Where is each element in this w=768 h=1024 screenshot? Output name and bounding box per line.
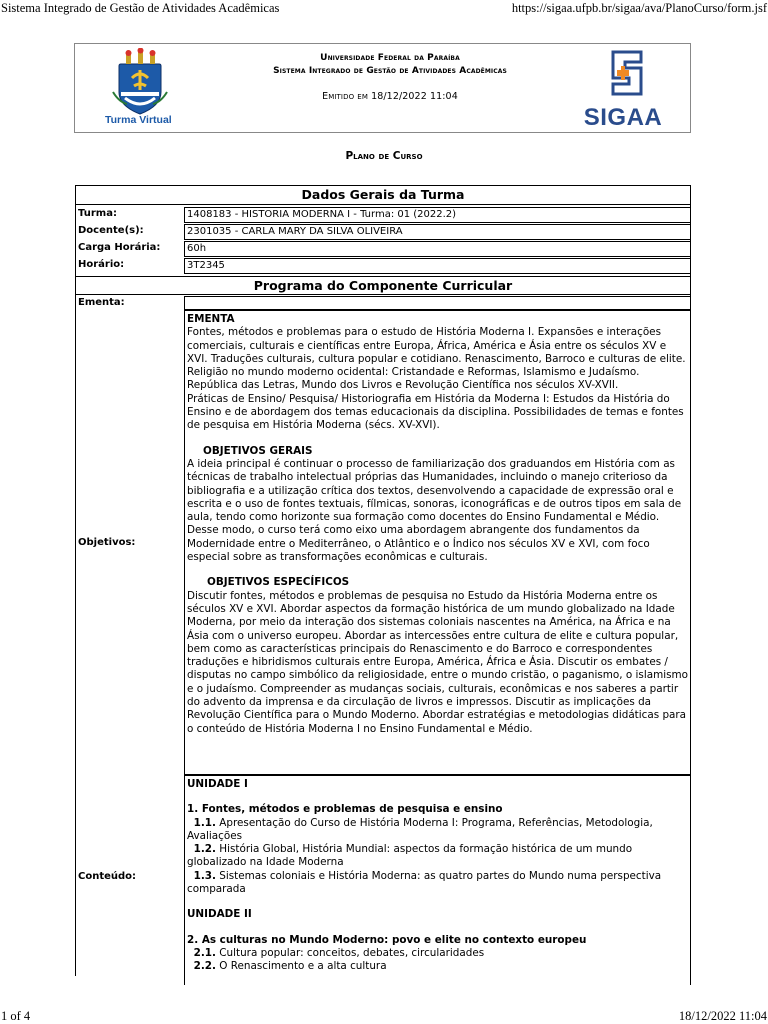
print-header-title: Sistema Integrado de Gestão de Atividades Acadêmicas (1, 1, 280, 15)
topic-2-1-text: Cultura popular: conceitos, debates, circularidades (219, 946, 485, 959)
carga-horaria-value: 60h (184, 241, 691, 257)
ementa-value (184, 296, 691, 310)
print-timestamp: 18/12/2022 11:04 (678, 1009, 767, 1023)
topic-1-3-text: Sistemas coloniais e História Moderna: as quatro partes do Mundo numa perspectiva comparada (187, 869, 662, 896)
carga-horaria-label: Carga Horária: (78, 242, 161, 253)
topic-2-number: 2. (187, 933, 199, 946)
docente-value: 2301035 - CARLA MARY DA SILVA OLIVEIRA (184, 224, 691, 240)
objetivos-text (184, 310, 691, 775)
objetivos-especificos-heading: OBJETIVOS ESPECÍFICOS (207, 576, 350, 589)
topic-1-number: 1. (187, 803, 199, 816)
system-name: Sistema Integrado de Gestão de Atividades Acadêmicas (273, 66, 507, 76)
print-header (0, 0, 768, 16)
programa-title: Programa do Componente Curricular (253, 278, 513, 293)
docente-label: Docente(s): (78, 225, 144, 236)
objetivos-especificos-text: Discutir fontes, métodos e problemas de pesquisa no Estudo da História Moderna entre os séculos XV e XVI. Abordar aspectos da formação histórica de um mundo globalizado na Idade Moderna, por meio da interação dos sistemas coloniais nascentes na América, na África e na Ásia com o universo europeu. Abordar as intercessões entre cultura de elite e cultura popular, bem como as características principais do Renascimento e do Barroco e correspondentes traduções e hibridismos culturais entre Europa, América, África e Ásia. Discutir os embates / disputas no campo simbólico da religiosidade, entre o mundo cristão, o paganismo, o islamismo e o judaísmo. Compreender as mudanças sociais, culturais, econômicas e nos saberes a partir do advento da imprensa e da circulação de livros e impressos. Discutir as implicações da Revolução Científica para o Mundo Moderno. Abordar estratégias e metodologias didáticas para o conteúdo de História Moderna I no Ensino Fundamental e Médio. (187, 589, 688, 735)
programa-header-box (75, 276, 691, 295)
topic-2-heading (187, 934, 688, 947)
unidade-1-heading: UNIDADE I (187, 778, 248, 790)
ementa-heading: EMENTA (187, 313, 235, 325)
ementa-paragraph-1: Fontes, métodos e problemas para o estudo de História Moderna I. Expansões e interações comerciais, culturais e científicas entre Europa, África, América e Ásia entre os séculos XV e XVI. Traduções culturais, cultura popular e cotidiano. Renascimento, Barroco e culturas de elite. Religião no mundo moderno ocidental: Cristandade e Reformas, Islamismo e Judaísmo. República das Letras, Mundo dos Livros e Revolução Científica nos séculos XV-XVII. (187, 326, 686, 392)
topic-2-1-number: 2.1. (193, 946, 216, 959)
topic-1-3 (187, 870, 688, 897)
topic-1-1-text: Apresentação do Curso de História Moderna I: Programa, Referências, Metodologia, Avaliações (187, 816, 653, 842)
topic-2-2-text: O Renascimento e a alta cultura (219, 960, 387, 973)
topic-1-2-number: 1.2. (193, 843, 216, 856)
issued-date: Emitido em 18/12/2022 11:04 (322, 91, 458, 102)
table-left-border (75, 186, 76, 976)
topic-1-1 (187, 817, 688, 844)
dados-gerais-title: Dados Gerais da Turma (301, 187, 465, 202)
institution-block (220, 52, 560, 103)
ementa-label: Ementa: (78, 297, 125, 308)
topic-1-1-number: 1.1. (193, 816, 216, 829)
turma-virtual-label: Turma Virtual (105, 114, 172, 126)
sigaa-wordmark: SIGAA (583, 104, 663, 131)
topic-2-2 (187, 960, 688, 973)
ufpb-crest-icon (105, 48, 175, 116)
page-number: 1 of 4 (1, 1009, 31, 1023)
topic-1-heading (187, 803, 688, 816)
turma-value: 1408183 - HISTORIA MODERNA I - Turma: 01 (2022.2) (184, 207, 691, 223)
objetivos-gerais-heading: OBJETIVOS GERAIS (203, 444, 313, 457)
horario-label: Horário: (78, 259, 125, 270)
horario-value: 3T2345 (184, 258, 691, 274)
objetivos-label: Objetivos: (78, 537, 136, 548)
unidade-2-heading: UNIDADE II (187, 908, 252, 921)
print-header-url[interactable]: https://sigaa.ufpb.br/sigaa/ava/PlanoCurso/form.jsf (511, 1, 767, 15)
topic-2-title: As culturas no Mundo Moderno: povo e elite no contexto europeu (201, 933, 587, 946)
conteudo-label: Conteúdo: (78, 871, 137, 882)
print-footer (0, 1008, 768, 1024)
topic-1-3-number: 1.3. (193, 869, 216, 882)
conteudo-text (184, 775, 691, 985)
topic-1-title: Fontes, métodos e problemas de pesquisa e ensino (201, 803, 503, 816)
turma-label: Turma: (78, 208, 117, 219)
topic-1-2-text: História Global, História Mundial: aspectos da formação histórica de um mundo globalizado na Idade Moderna (187, 843, 633, 869)
topic-1-2 (187, 843, 688, 870)
ementa-paragraph-2: Práticas de Ensino/ Pesquisa/ Historiografia em História da Moderna I: Estudos da História do Ensino e de abordagem dos temas educacionais da disciplina. Possibilidades de temas e fontes de pesquisa em História Moderna (sécs. XV-XVI). (187, 392, 684, 432)
topic-2-1 (187, 947, 688, 960)
university-name: Universidade Federal da Paraíba (320, 53, 460, 63)
objetivos-gerais-text: A ideia principal é continuar o processo de familiarização dos graduandos em História com as técnicas de trabalho intelectual próprias das Humanidades, incluindo o manejo criterioso da bibliografia e a utilização crítica dos textos, desenvolvendo a capacidade de expressão oral e escrita e o uso de fontes textuais, fílmicas, sonoras, iconográficas e de outros tipos em sala de aula, tendo como horizonte sua formação como docentes do Ensino Fundamental e Médio. Desse modo, o curso terá como eixo uma abordagem abrangente dos fundamentos da Modernidade entre o Mediterrâneo, o Atlântico e o Índico nos séculos XV e XVI, com foco especial sobre as transformações econômicas e culturais. (187, 457, 682, 564)
banner (74, 43, 691, 133)
document-title: Plano de Curso (345, 150, 423, 162)
topic-2-2-number: 2.2. (193, 960, 216, 973)
